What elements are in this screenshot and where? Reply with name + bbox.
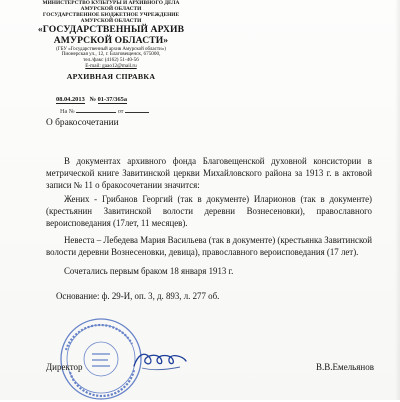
reference-line: [60, 108, 149, 115]
letterhead: [20, 0, 202, 81]
ministry-line: МИНИСТЕРСТВО КУЛЬТУРЫ И АРХИВНОГО ДЕЛА: [42, 0, 180, 6]
archive-phone: тел./факс (4162) 51-40-56: [83, 57, 139, 64]
reference-from-label: от: [117, 108, 124, 115]
director-signature: [130, 346, 190, 376]
reference-label: На №: [60, 108, 75, 115]
paragraph-marriage: Сочетались первым браком 18 января 1913 г.: [64, 266, 234, 276]
reference-date-blank: [125, 112, 149, 113]
scan-edge-shadow: [395, 0, 400, 400]
archive-name-line1: «ГОСУДАРСТВЕННЫЙ АРХИВ: [37, 24, 185, 36]
paragraph-basis: Основание: ф. 29-И, оп. 3, д. 893, л. 277 об.: [56, 291, 220, 301]
reference-blank: [76, 112, 116, 113]
archive-email: E-mail: gaao12@mail.ru: [85, 62, 137, 69]
institution-type-line: ГОСУДАРСТВЕННОЕ БЮДЖЕТНОЕ УЧРЕЖДЕНИЕ: [42, 12, 180, 19]
document-title: АРХИВНАЯ СПРАВКА: [66, 71, 156, 81]
archive-name-line2: АМУРСКОЙ ОБЛАСТИ»: [53, 34, 169, 46]
region-line: АМУРСКОЙ ОБЛАСТИ: [80, 6, 142, 13]
date-number-line: [56, 96, 127, 104]
paragraph-bride: Невеста – Лебедева Мария Васильева (так в документе) (крестьянка Завитинской волости деревни Вознесеновки, девица), православного вероисповедания (17 лет).: [46, 235, 372, 258]
archive-address: Пионерская ул., 12, г. Благовещенск, 675000,: [61, 51, 161, 58]
director-label: Директор: [46, 362, 83, 372]
document-subject: О бракосочетании: [46, 118, 119, 128]
paragraph-intro: В документах архивного фонда Благовещенской духовной консистории в метрической книге Завитинской церкви Михайловского района за 1913 г. в актовой записи № 11 о бракосочетании значится:: [46, 156, 372, 191]
institution-region-line: АМУРСКОЙ ОБЛАСТИ: [80, 18, 142, 25]
number-label: №: [89, 96, 96, 103]
document-number: 01-37/365а: [97, 96, 128, 103]
archive-short-name: (ГБУ «Государственный архив Амурской области»): [56, 46, 166, 52]
document-date: 08.04.2013: [56, 96, 85, 103]
director-name: В.В.Емельянов: [316, 362, 374, 372]
paragraph-groom: Жених - Грибанов Георгий (так в документе) Иларионов (так в документе) (крестьянин Завитинской волости деревни Вознесеновки), православного вероисповедания (17лет, 11 месяцев).: [46, 194, 372, 229]
